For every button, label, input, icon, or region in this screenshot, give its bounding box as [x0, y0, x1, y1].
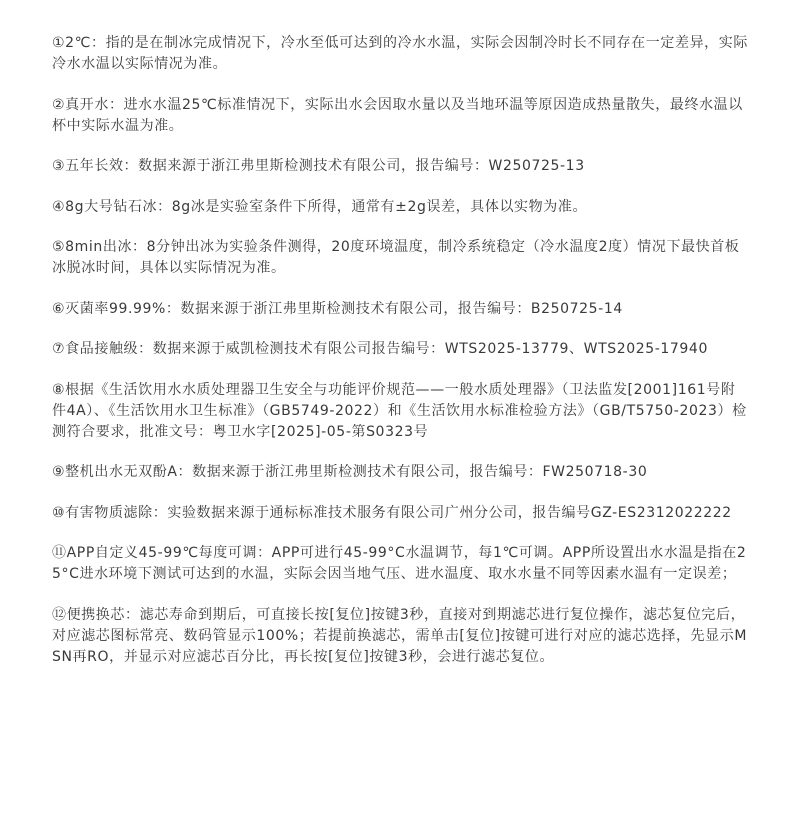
note-harmful-substance-filtration: ⑩有害物质滤除：实验数据来源于通标标准技术服务有限公司广州分公司，报告编号GZ-ES2312022222 — [52, 504, 732, 521]
note-ice-output-time: ⑤8min出冰：8分钟出冰为实验条件测得，20度环境温度，制冷系统稳定（冷水温度2度）情况下最快首板冰脱冰时间，具体以实际情况为准。 — [52, 239, 740, 276]
note-diamond-ice: ④8g大号钻石冰：8g冰是实验室条件下所得，通常有±2g误差，具体以实物为准。 — [52, 198, 588, 215]
note-bpa-free: ⑨整机出水无双酚A：数据来源于浙江弗里斯检测技术有限公司，报告编号：FW250718-30 — [52, 464, 648, 480]
note-portable-filter-replacement: ⑫便携换芯：滤芯寿命到期后，可直接长按[复位]按键3秒，直接对到期滤芯进行复位操作，滤芯复位完后，对应滤芯图标常亮、数码管显示100%；若提前换滤芯，需单击[复位]按键可进行对应的滤芯选择，先显示MSN再RO，并显示对应滤芯百分比，再长按[复位]按键3秒，会进行滤芯复位。 — [52, 606, 748, 665]
note-food-contact-grade: ⑦食品接触级：数据来源于威凯检测技术有限公司报告编号：WTS2025-13779、WTS2025-17940 — [52, 341, 708, 357]
note-sterilization-rate: ⑥灭菌率99.99%：数据来源于浙江弗里斯检测技术有限公司，报告编号：B250725-14 — [52, 300, 623, 317]
note-cold-water-temperature: ①2℃：指的是在制冰完成情况下，冷水至低可达到的冷水水温，实际会因制冷时长不同存在一定差异，实际冷水水温以实际情况为准。 — [52, 35, 748, 72]
note-five-year-effect: ③五年长效：数据来源于浙江弗里斯检测技术有限公司，报告编号：W250725-13 — [52, 158, 585, 174]
note-app-temperature-control: ⑪APP自定义45-99℃每度可调：APP可进行45-99°C水温调节，每1℃可调。APP所设置出水水温是指在25°C进水环境下测试可达到的水温，实际会因当地气压、进水温度、取水水量不同等因素水温有一定误差； — [52, 545, 747, 582]
note-hygiene-standard-approval: ⑧根据《生活饮用水水质处理器卫生安全与功能评价规范——一般水质处理器》（卫法监发[2001]161号附件4A）、《生活饮用水卫生标准》（GB5749-2022）和《生活饮用水标准检验方法》（GB/T5750-2023）检测符合要求，批准文号：粤卫水字[2025]-05-第S0323号 — [52, 381, 747, 440]
note-true-boiling-water: ②真开水：进水水温25℃标准情况下，实际出水会因取水量以及当地环温等原因造成热量散失，最终水温以杯中实际水温为准。 — [52, 96, 743, 134]
